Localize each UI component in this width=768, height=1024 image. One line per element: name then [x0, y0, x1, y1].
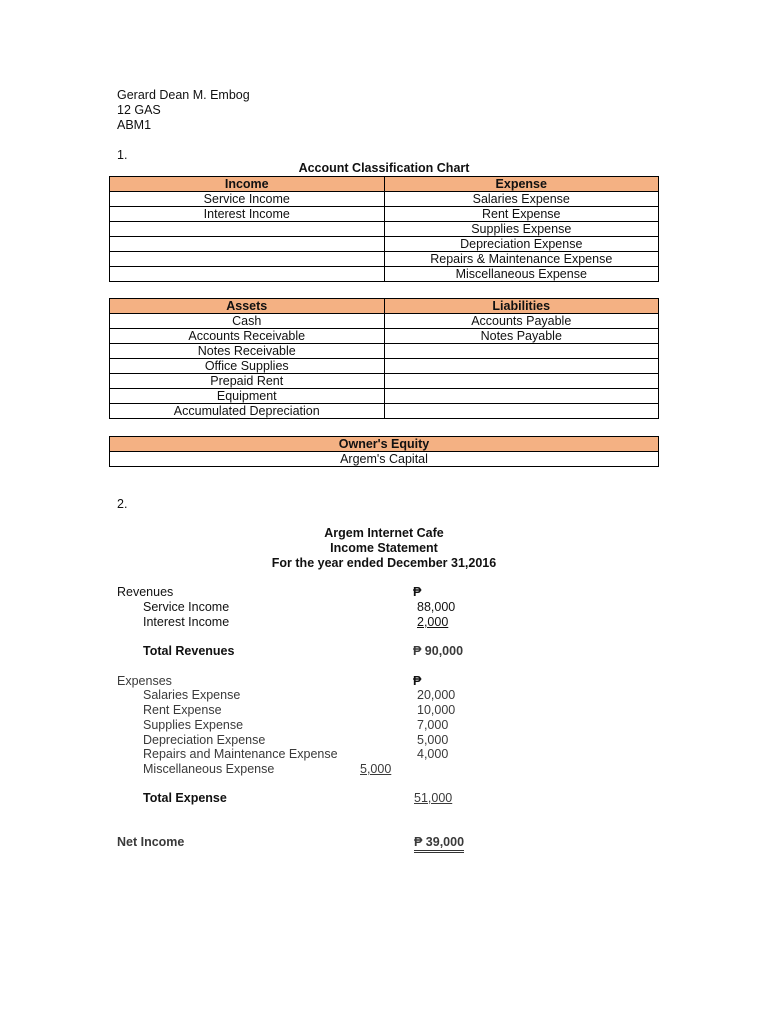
table-row [110, 374, 659, 389]
table-row [110, 389, 659, 404]
total-expense-label: Total Expense [143, 791, 227, 805]
table-cell: Supplies Expense [384, 222, 659, 237]
misc-expense-label: Miscellaneous Expense [143, 762, 275, 776]
total-revenues-label: Total Revenues [143, 644, 235, 658]
chart-title: Account Classification Chart [298, 161, 470, 175]
table-cell [384, 389, 659, 404]
expense-label: Repairs and Maintenance Expense [143, 747, 338, 761]
table-cell: Equipment [110, 389, 385, 404]
net-income-amount: ₱ 39,000 [414, 835, 464, 853]
table-row [110, 192, 659, 207]
table-cell [384, 344, 659, 359]
table-row [110, 404, 659, 419]
student-name: Gerard Dean M. Embog [117, 88, 250, 102]
expense-amount: 4,000 [417, 747, 449, 761]
expense-label: Supplies Expense [143, 718, 244, 732]
table-row [110, 207, 659, 222]
question-2-number: 2. [117, 497, 128, 511]
table-cell [110, 237, 385, 252]
assets-header: Assets [110, 299, 385, 314]
revenues-currency: ₱ [413, 585, 422, 599]
revenues-label: Revenues [117, 585, 174, 599]
table-row [110, 329, 659, 344]
table-cell: Accumulated Depreciation [110, 404, 385, 419]
table-cell: Interest Income [110, 207, 385, 222]
table-row [110, 314, 659, 329]
net-income-label: Net Income [117, 835, 185, 849]
expense-label: Salaries Expense [143, 688, 241, 702]
income-expense-table [109, 176, 659, 282]
table-cell: Rent Expense [384, 207, 659, 222]
table-cell [384, 374, 659, 389]
expense-label: Depreciation Expense [143, 733, 266, 747]
table-row [110, 237, 659, 252]
table-row [110, 267, 659, 282]
table-row [110, 452, 659, 467]
expenses-currency: ₱ [413, 674, 422, 688]
table-cell: Office Supplies [110, 359, 385, 374]
owners-equity-table [109, 436, 659, 467]
student-grade: 12 GAS [117, 103, 161, 117]
table-cell [110, 267, 385, 282]
table-cell: Accounts Receivable [110, 329, 385, 344]
table-row [110, 359, 659, 374]
revenue-label: Service Income [143, 600, 230, 614]
table-row [110, 252, 659, 267]
expense-label: Rent Expense [143, 703, 222, 717]
table-cell: Cash [110, 314, 385, 329]
expense-header: Expense [384, 177, 659, 192]
owners-equity-header: Owner's Equity [110, 437, 659, 452]
table-cell: Service Income [110, 192, 385, 207]
expenses-label: Expenses [117, 674, 172, 688]
income-header: Income [110, 177, 385, 192]
table-cell: Argem's Capital [110, 452, 659, 467]
table-row [110, 222, 659, 237]
assets-liabilities-table [109, 298, 659, 419]
statement-period: For the year ended December 31,2016 [271, 556, 497, 570]
table-cell: Depreciation Expense [384, 237, 659, 252]
table-cell: Miscellaneous Expense [384, 267, 659, 282]
table-cell [384, 359, 659, 374]
question-1-number: 1. [117, 148, 128, 162]
expense-amount: 5,000 [417, 733, 449, 747]
table-cell: Notes Payable [384, 329, 659, 344]
table-row [110, 344, 659, 359]
table-cell: Repairs & Maintenance Expense [384, 252, 659, 267]
expense-amount: 7,000 [417, 718, 449, 732]
student-section: ABM1 [117, 118, 152, 132]
table-cell: Accounts Payable [384, 314, 659, 329]
misc-expense-amount: 5,000 [360, 762, 392, 776]
liabilities-header: Liabilities [384, 299, 659, 314]
table-cell [110, 252, 385, 267]
expense-amount: 10,000 [417, 703, 456, 717]
table-cell [110, 222, 385, 237]
table-cell: Salaries Expense [384, 192, 659, 207]
company-name: Argem Internet Cafe [324, 526, 444, 540]
table-cell [384, 404, 659, 419]
table-cell: Prepaid Rent [110, 374, 385, 389]
revenue-label: Interest Income [143, 615, 230, 629]
total-expense-amount: 51,000 [414, 791, 453, 805]
table-cell: Notes Receivable [110, 344, 385, 359]
expense-amount: 20,000 [417, 688, 456, 702]
revenue-amount: 88,000 [417, 600, 456, 614]
total-revenues-amount: ₱ 90,000 [413, 644, 464, 658]
statement-title: Income Statement [330, 541, 438, 555]
revenue-amount: 2,000 [417, 615, 449, 629]
